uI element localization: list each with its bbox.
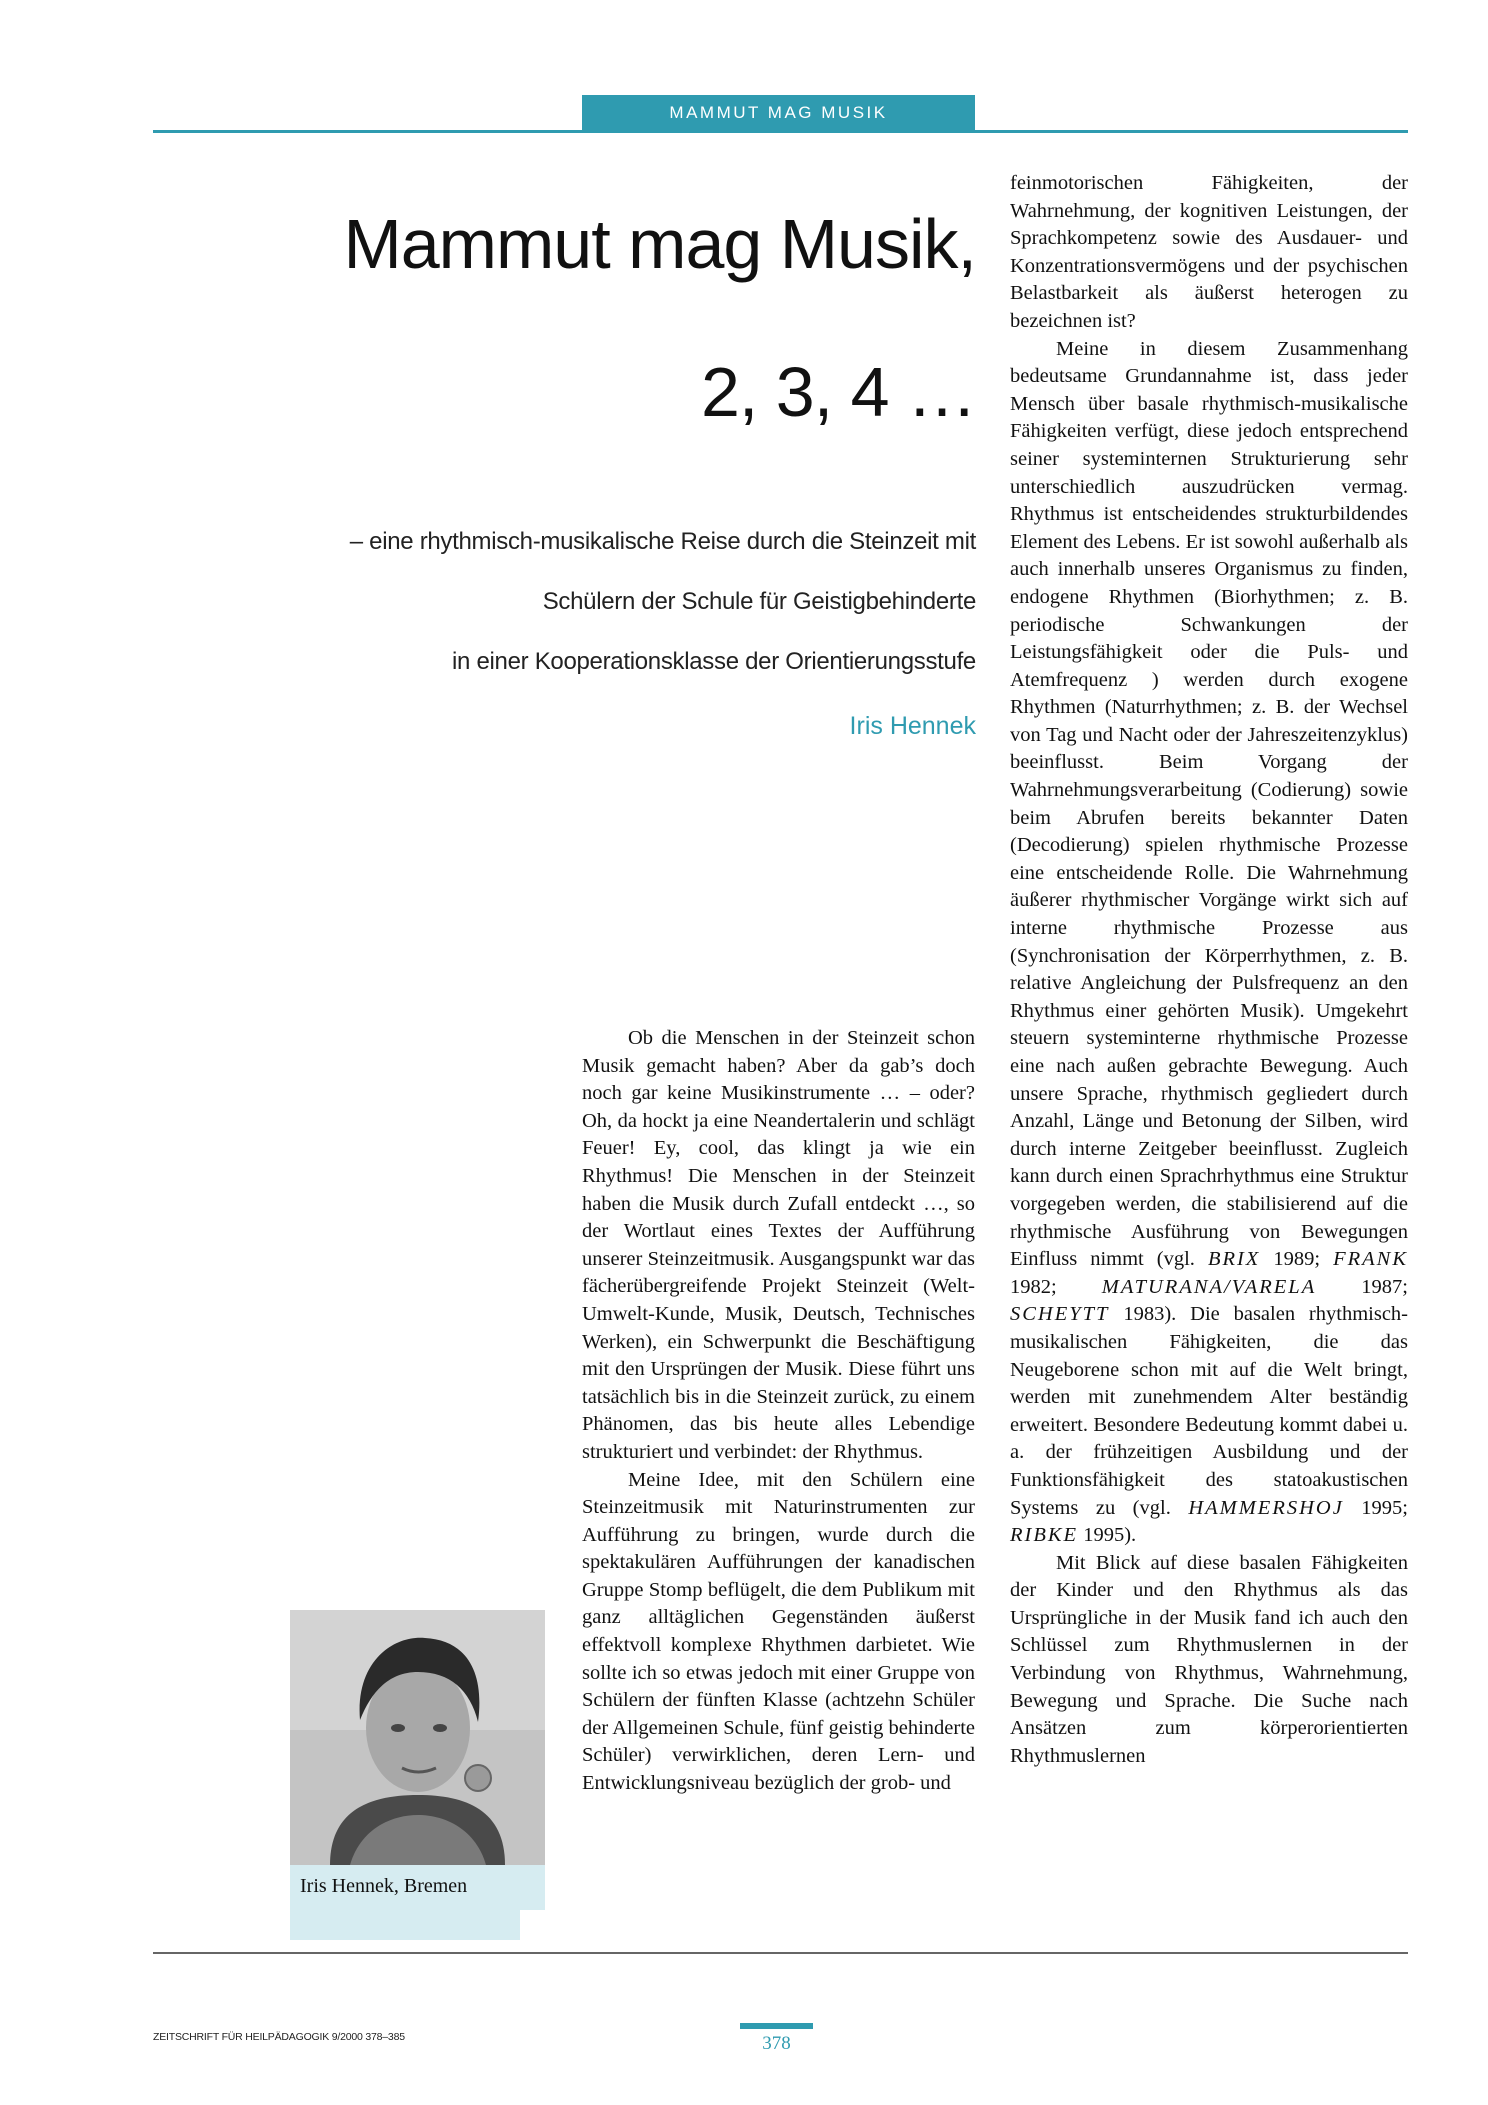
body-column-right — [1010, 170, 1408, 1770]
running-header: MAMMUT MAG MUSIK — [582, 95, 975, 131]
subtitle-line: in einer Kooperationsklasse der Orientierungsstufe — [452, 648, 976, 675]
body-paragraph: Meine Idee, mit den Schülern eine Steinzeitmusik mit Naturinstrumenten zur Aufführung zu bringen, wurde durch die spektakulären Aufführungen der kanadischen Gruppe Stomp beflügelt, die dem Publikum mit ganz alltäglichen Gegenständen äußerst effektvoll komplexe Rhythmen darbietet. Wie sollte ich so etwas jedoch mit einer Gruppe von Schülern der fünften Klasse (achtzehn Schüler der Allgemeinen Schule, fünf geistig behinderte Schüler) verwirklichen, deren Lern- und Entwicklungsniveau bezüglich der grob- und — [582, 1468, 975, 1795]
text-run: 1995; — [1343, 1496, 1409, 1519]
citation-author: SCHEYTT — [1010, 1303, 1110, 1326]
body-paragraph: Mit Blick auf diese basalen Fähigkeiten der Kinder und den Rhythmus als das Ursprüngliche in der Musik fand ich auch den Schlüssel zum Rhythmuslernen in der Verbindung von Rhythmus, Wahrnehmung, Bewegung und Sprache. Die Suche nach Ansätzen zum körperorientierten Rhythmuslernen — [1010, 1551, 1408, 1767]
author-photo — [290, 1610, 545, 1865]
body-paragraph: Ob die Menschen in der Steinzeit schon Musik gemacht haben? Aber da gab’s doch noch gar keine Musikinstrumente … – oder? Oh, da hockt ja eine Neandertalerin und schlägt Feuer! Ey, cool, das klingt ja wie ein Rhythmus! Die Menschen in der Steinzeit haben die Musik durch Zufall entdeckt …, so der Wortlaut eines Textes der Aufführung unserer Steinzeitmusik. Ausgangspunkt war das fächerübergreifende Projekt Steinzeit (Welt-Umwelt-Kunde, Musik, Deutsch, Technisches Werken), ein Schwerpunkt die Beschäftigung mit den Ursprüngen der Musik. Diese führt uns tatsächlich bis in die Steinzeit zurück, zu einem Phänomen, das bis heute alles Lebendige strukturiert und verbindet: der Rhythmus. — [582, 1027, 975, 1463]
subtitle-line: Schülern der Schule für Geistigbehinderte — [542, 588, 976, 615]
body-paragraph — [1010, 336, 1408, 1550]
citation-author: BRIX — [1207, 1248, 1261, 1271]
article-subtitle — [350, 512, 976, 692]
body-column-middle — [582, 1025, 975, 1798]
text-run: 1982; — [1010, 1275, 1102, 1298]
photo-caption: Iris Hennek, Bremen — [290, 1865, 520, 1940]
header-rule — [153, 130, 1408, 133]
citation-author: HAMMERSHOJ — [1188, 1496, 1344, 1519]
citation-author: MATURANA/VARELA — [1101, 1275, 1317, 1298]
caption-accent — [520, 1865, 545, 1910]
journal-citation: ZEITSCHRIFT FÜR HEILPÄDAGOGIK 9/2000 378–385 — [153, 2031, 405, 2043]
text-run: Meine in diesem Zusammenhang bedeutsame Grundannahme ist, dass jeder Mensch über basale rhythmisch-musikalische Fähigkeiten verfügt, diese jedoch entsprechend seiner systeminternen Strukturierung sehr unterschiedlich auszudrücken vermag. Rhythmus ist entscheidendes strukturbildendes Element des Lebens. Er ist sowohl außerhalb als auch innerhalb unseres Organismus zu finden, endogene Rhythmen (Biorhythmen; z. B. periodische Schwankungen der Leistungsfähigkeit oder die Puls- und Atemfrequenz ) werden durch exogene Rhythmen (Naturrhythmen; z. B. der Wechsel von Tag und Nacht oder der Jahreszeitenzyklus) beeinflusst. Beim Vorgang der Wahrnehmungsverarbeitung (Codierung) sowie beim Abrufen bereits bekannter Daten (Decodierung) spielen rhythmische Prozesse eine entscheidende Rolle. Die Wahrnehmung äußerer rhythmischer Vorgänge wirkt sich auf interne rhythmische Prozesse aus (Synchronisation der Körperrhythmen, z. B. relative Angleichung der Pulsfrequenz an den Rhythmus einer gehörten Musik). Umgekehrt steuern systeminterne rhythmische Prozesse eine nach außen gebrachte Bewegung. Auch unsere Sprache, rhythmisch gegliedert durch Anzahl, Länge und Betonung der Silben, wird durch interne Zeitgeber beeinflusst. Zugleich kann durch einen Sprachrhythmus eine Struktur vorgegeben werden, die stabilisierend auf die rhythmische Ausführung von Bewegungen Einfluss nimmt (vgl. — [1010, 337, 1408, 1271]
citation-author: RIBKE — [1010, 1524, 1079, 1547]
citation-author: FRANK — [1333, 1248, 1408, 1271]
portrait-image — [290, 1610, 545, 1865]
text-run: 1989; — [1260, 1248, 1334, 1271]
text-run: 1987; — [1316, 1275, 1409, 1298]
article-title-line2: 2, 3, 4 … — [700, 353, 976, 431]
author-photo-figure — [290, 1610, 545, 1940]
footer-rule — [153, 1952, 1408, 1954]
page-number-bar — [740, 2023, 813, 2029]
body-paragraph: feinmotorischen Fähigkeiten, der Wahrnehmung, der kognitiven Leistungen, der Sprachkompetenz sowie des Ausdauer- und Konzentrationsvermögens und der psychischen Belastbarkeit als äußerst heterogen zu bezeichnen ist? — [1010, 172, 1408, 332]
subtitle-line: – eine rhythmisch-musikalische Reise durch die Steinzeit mit — [349, 528, 976, 555]
page-number: 378 — [762, 2033, 791, 2054]
text-run: 1983). Die basalen rhythmisch-musikalischen Fähigkeiten, die das Neugeborene schon mit auf die Welt bringt, werden mit zunehmendem Alter beständig erweitert. Besondere Bedeutung kommt dabei u. a. der frühzeitigen Ausbildung und der Funktionsfähigkeit des statoakustischen Systems zu (vgl. — [1010, 1303, 1408, 1519]
author-name: Iris Hennek — [849, 712, 976, 740]
text-run: 1995). — [1078, 1524, 1137, 1547]
article-title-line1: Mammut mag Musik, — [343, 205, 976, 283]
